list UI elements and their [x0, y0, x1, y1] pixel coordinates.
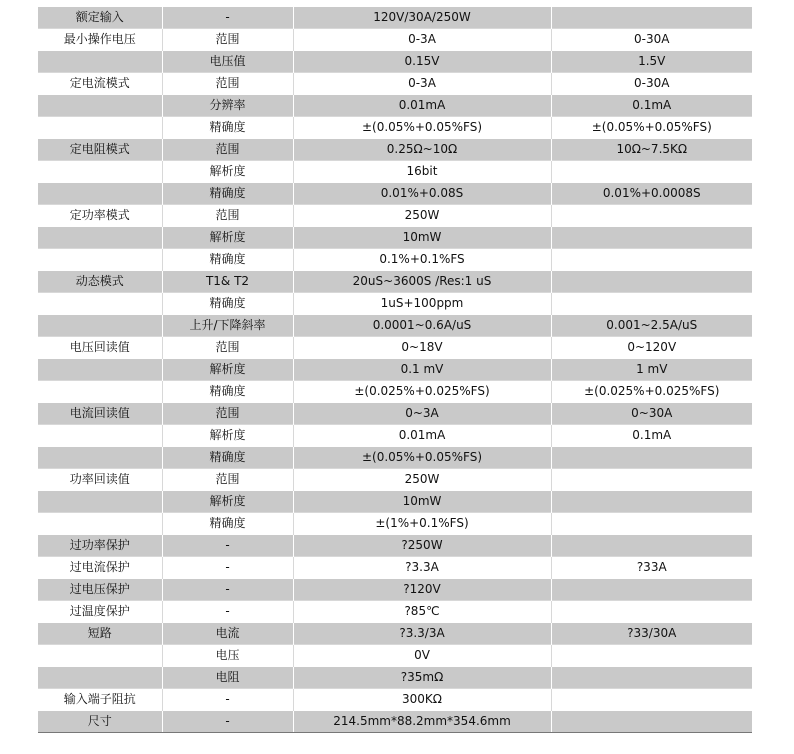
value-cell-high-range — [551, 535, 752, 557]
param-label-cell: 范围 — [162, 205, 293, 227]
value-cell-high-range: 10Ω~7.5KΩ — [551, 139, 752, 161]
table-row — [38, 117, 752, 139]
param-label-cell: T1& T2 — [162, 271, 293, 293]
value-cell-low-range: 0.01mA — [293, 95, 551, 117]
value-cell-low-range: ?3.3A — [293, 557, 551, 579]
param-label-cell: 电压值 — [162, 51, 293, 73]
param-label-cell: 精确度 — [162, 249, 293, 271]
table-row — [38, 381, 752, 403]
table-row — [38, 601, 752, 623]
value-cell-low-range: 20uS~3600S /Res:1 uS — [293, 271, 551, 293]
value-cell-high-range — [551, 645, 752, 667]
value-cell-high-range: 1.5V — [551, 51, 752, 73]
table-row — [38, 469, 752, 491]
value-cell-low-range: 0V — [293, 645, 551, 667]
group-label-cell — [38, 447, 162, 469]
group-label-cell: 定电阻模式 — [38, 139, 162, 161]
value-cell-high-range — [551, 205, 752, 227]
param-label-cell: 范围 — [162, 469, 293, 491]
value-cell-high-range — [551, 601, 752, 623]
value-cell-low-range: 120V/30A/250W — [293, 7, 551, 29]
value-cell-low-range: 16bit — [293, 161, 551, 183]
param-label-cell: - — [162, 689, 293, 711]
value-cell-low-range: ±(0.05%+0.05%FS) — [293, 117, 551, 139]
spec-table — [38, 6, 752, 733]
param-label-cell: 电压 — [162, 645, 293, 667]
group-label-cell: 输入端子阻抗 — [38, 689, 162, 711]
value-cell-low-range: 0.1 mV — [293, 359, 551, 381]
value-cell-low-range: 0.15V — [293, 51, 551, 73]
value-cell-high-range: 1 mV — [551, 359, 752, 381]
table-row — [38, 403, 752, 425]
table-row — [38, 711, 752, 733]
group-label-cell: 过功率保护 — [38, 535, 162, 557]
value-cell-low-range: 0-3A — [293, 29, 551, 51]
value-cell-low-range: 0~3A — [293, 403, 551, 425]
value-cell-high-range: 0~120V — [551, 337, 752, 359]
value-cell-low-range: ?120V — [293, 579, 551, 601]
table-row — [38, 491, 752, 513]
group-label-cell — [38, 249, 162, 271]
spec-table-body — [38, 7, 752, 733]
group-label-cell — [38, 117, 162, 139]
param-label-cell: 解析度 — [162, 425, 293, 447]
value-cell-low-range: 0-3A — [293, 73, 551, 95]
param-label-cell: 解析度 — [162, 227, 293, 249]
value-cell-high-range — [551, 161, 752, 183]
value-cell-high-range: 0~30A — [551, 403, 752, 425]
value-cell-low-range: ±(0.05%+0.05%FS) — [293, 447, 551, 469]
param-label-cell: - — [162, 7, 293, 29]
value-cell-low-range: 300KΩ — [293, 689, 551, 711]
table-row — [38, 557, 752, 579]
value-cell-low-range: ±(0.025%+0.025%FS) — [293, 381, 551, 403]
value-cell-low-range: 0.0001~0.6A/uS — [293, 315, 551, 337]
group-label-cell: 动态模式 — [38, 271, 162, 293]
param-label-cell: 精确度 — [162, 183, 293, 205]
value-cell-low-range: 10mW — [293, 491, 551, 513]
table-row — [38, 535, 752, 557]
value-cell-low-range: 214.5mm*88.2mm*354.6mm — [293, 711, 551, 733]
table-row — [38, 337, 752, 359]
group-label-cell: 功率回读值 — [38, 469, 162, 491]
value-cell-high-range — [551, 271, 752, 293]
group-label-cell — [38, 491, 162, 513]
table-row — [38, 513, 752, 535]
value-cell-high-range — [551, 689, 752, 711]
value-cell-high-range: 0-30A — [551, 29, 752, 51]
value-cell-high-range: ?33A — [551, 557, 752, 579]
table-row — [38, 29, 752, 51]
group-label-cell — [38, 381, 162, 403]
group-label-cell: 电压回读值 — [38, 337, 162, 359]
group-label-cell: 过电流保护 — [38, 557, 162, 579]
value-cell-high-range: 0-30A — [551, 73, 752, 95]
value-cell-low-range: ?3.3/3A — [293, 623, 551, 645]
table-row — [38, 645, 752, 667]
table-row — [38, 139, 752, 161]
table-row — [38, 227, 752, 249]
param-label-cell: 分辨率 — [162, 95, 293, 117]
param-label-cell: 精确度 — [162, 117, 293, 139]
group-label-cell — [38, 161, 162, 183]
table-row — [38, 579, 752, 601]
value-cell-high-range: 0.001~2.5A/uS — [551, 315, 752, 337]
param-label-cell: 上升/下降斜率 — [162, 315, 293, 337]
group-label-cell: 定功率模式 — [38, 205, 162, 227]
param-label-cell: 范围 — [162, 73, 293, 95]
group-label-cell: 电流回读值 — [38, 403, 162, 425]
value-cell-low-range: 0.01%+0.08S — [293, 183, 551, 205]
table-row — [38, 205, 752, 227]
group-label-cell — [38, 293, 162, 315]
value-cell-low-range: ±(1%+0.1%FS) — [293, 513, 551, 535]
value-cell-high-range: 0.01%+0.0008S — [551, 183, 752, 205]
param-label-cell: 解析度 — [162, 491, 293, 513]
group-label-cell — [38, 645, 162, 667]
value-cell-low-range: ?250W — [293, 535, 551, 557]
table-row — [38, 293, 752, 315]
value-cell-high-range — [551, 249, 752, 271]
param-label-cell: 范围 — [162, 139, 293, 161]
value-cell-low-range: 0.01mA — [293, 425, 551, 447]
param-label-cell: 电阻 — [162, 667, 293, 689]
value-cell-high-range: ?33/30A — [551, 623, 752, 645]
value-cell-high-range: ±(0.05%+0.05%FS) — [551, 117, 752, 139]
param-label-cell: 解析度 — [162, 161, 293, 183]
value-cell-high-range — [551, 227, 752, 249]
group-label-cell: 最小操作电压 — [38, 29, 162, 51]
value-cell-low-range: 0.25Ω~10Ω — [293, 139, 551, 161]
group-label-cell — [38, 315, 162, 337]
param-label-cell: - — [162, 535, 293, 557]
table-row — [38, 271, 752, 293]
param-label-cell: 范围 — [162, 337, 293, 359]
group-label-cell — [38, 513, 162, 535]
value-cell-low-range: 10mW — [293, 227, 551, 249]
group-label-cell — [38, 359, 162, 381]
value-cell-low-range: 0.1%+0.1%FS — [293, 249, 551, 271]
table-row — [38, 161, 752, 183]
value-cell-high-range — [551, 491, 752, 513]
param-label-cell: 解析度 — [162, 359, 293, 381]
table-row — [38, 249, 752, 271]
value-cell-high-range — [551, 513, 752, 535]
value-cell-high-range — [551, 711, 752, 733]
value-cell-high-range — [551, 7, 752, 29]
table-row — [38, 95, 752, 117]
table-row — [38, 425, 752, 447]
value-cell-low-range: 250W — [293, 205, 551, 227]
param-label-cell: 范围 — [162, 29, 293, 51]
param-label-cell: 电流 — [162, 623, 293, 645]
table-row — [38, 623, 752, 645]
param-label-cell: 范围 — [162, 403, 293, 425]
group-label-cell: 定电流模式 — [38, 73, 162, 95]
group-label-cell — [38, 51, 162, 73]
param-label-cell: 精确度 — [162, 293, 293, 315]
param-label-cell: 精确度 — [162, 381, 293, 403]
table-row — [38, 183, 752, 205]
value-cell-high-range: ±(0.025%+0.025%FS) — [551, 381, 752, 403]
table-row — [38, 51, 752, 73]
value-cell-high-range — [551, 667, 752, 689]
table-row — [38, 73, 752, 95]
value-cell-high-range — [551, 293, 752, 315]
group-label-cell: 尺寸 — [38, 711, 162, 733]
table-row — [38, 447, 752, 469]
param-label-cell: 精确度 — [162, 513, 293, 535]
table-row — [38, 667, 752, 689]
value-cell-high-range: 0.1mA — [551, 425, 752, 447]
table-row — [38, 7, 752, 29]
value-cell-high-range — [551, 447, 752, 469]
param-label-cell: 精确度 — [162, 447, 293, 469]
param-label-cell: - — [162, 601, 293, 623]
group-label-cell: 短路 — [38, 623, 162, 645]
value-cell-low-range: 250W — [293, 469, 551, 491]
value-cell-low-range: 1uS+100ppm — [293, 293, 551, 315]
value-cell-high-range — [551, 579, 752, 601]
value-cell-low-range: ?85℃ — [293, 601, 551, 623]
group-label-cell — [38, 425, 162, 447]
table-row — [38, 689, 752, 711]
value-cell-low-range: 0~18V — [293, 337, 551, 359]
value-cell-high-range — [551, 469, 752, 491]
param-label-cell: - — [162, 557, 293, 579]
value-cell-low-range: ?35mΩ — [293, 667, 551, 689]
table-row — [38, 359, 752, 381]
param-label-cell: - — [162, 711, 293, 733]
group-label-cell: 过电压保护 — [38, 579, 162, 601]
group-label-cell: 额定输入 — [38, 7, 162, 29]
group-label-cell — [38, 183, 162, 205]
group-label-cell — [38, 667, 162, 689]
group-label-cell: 过温度保护 — [38, 601, 162, 623]
group-label-cell — [38, 227, 162, 249]
group-label-cell — [38, 95, 162, 117]
value-cell-high-range: 0.1mA — [551, 95, 752, 117]
param-label-cell: - — [162, 579, 293, 601]
table-row — [38, 315, 752, 337]
